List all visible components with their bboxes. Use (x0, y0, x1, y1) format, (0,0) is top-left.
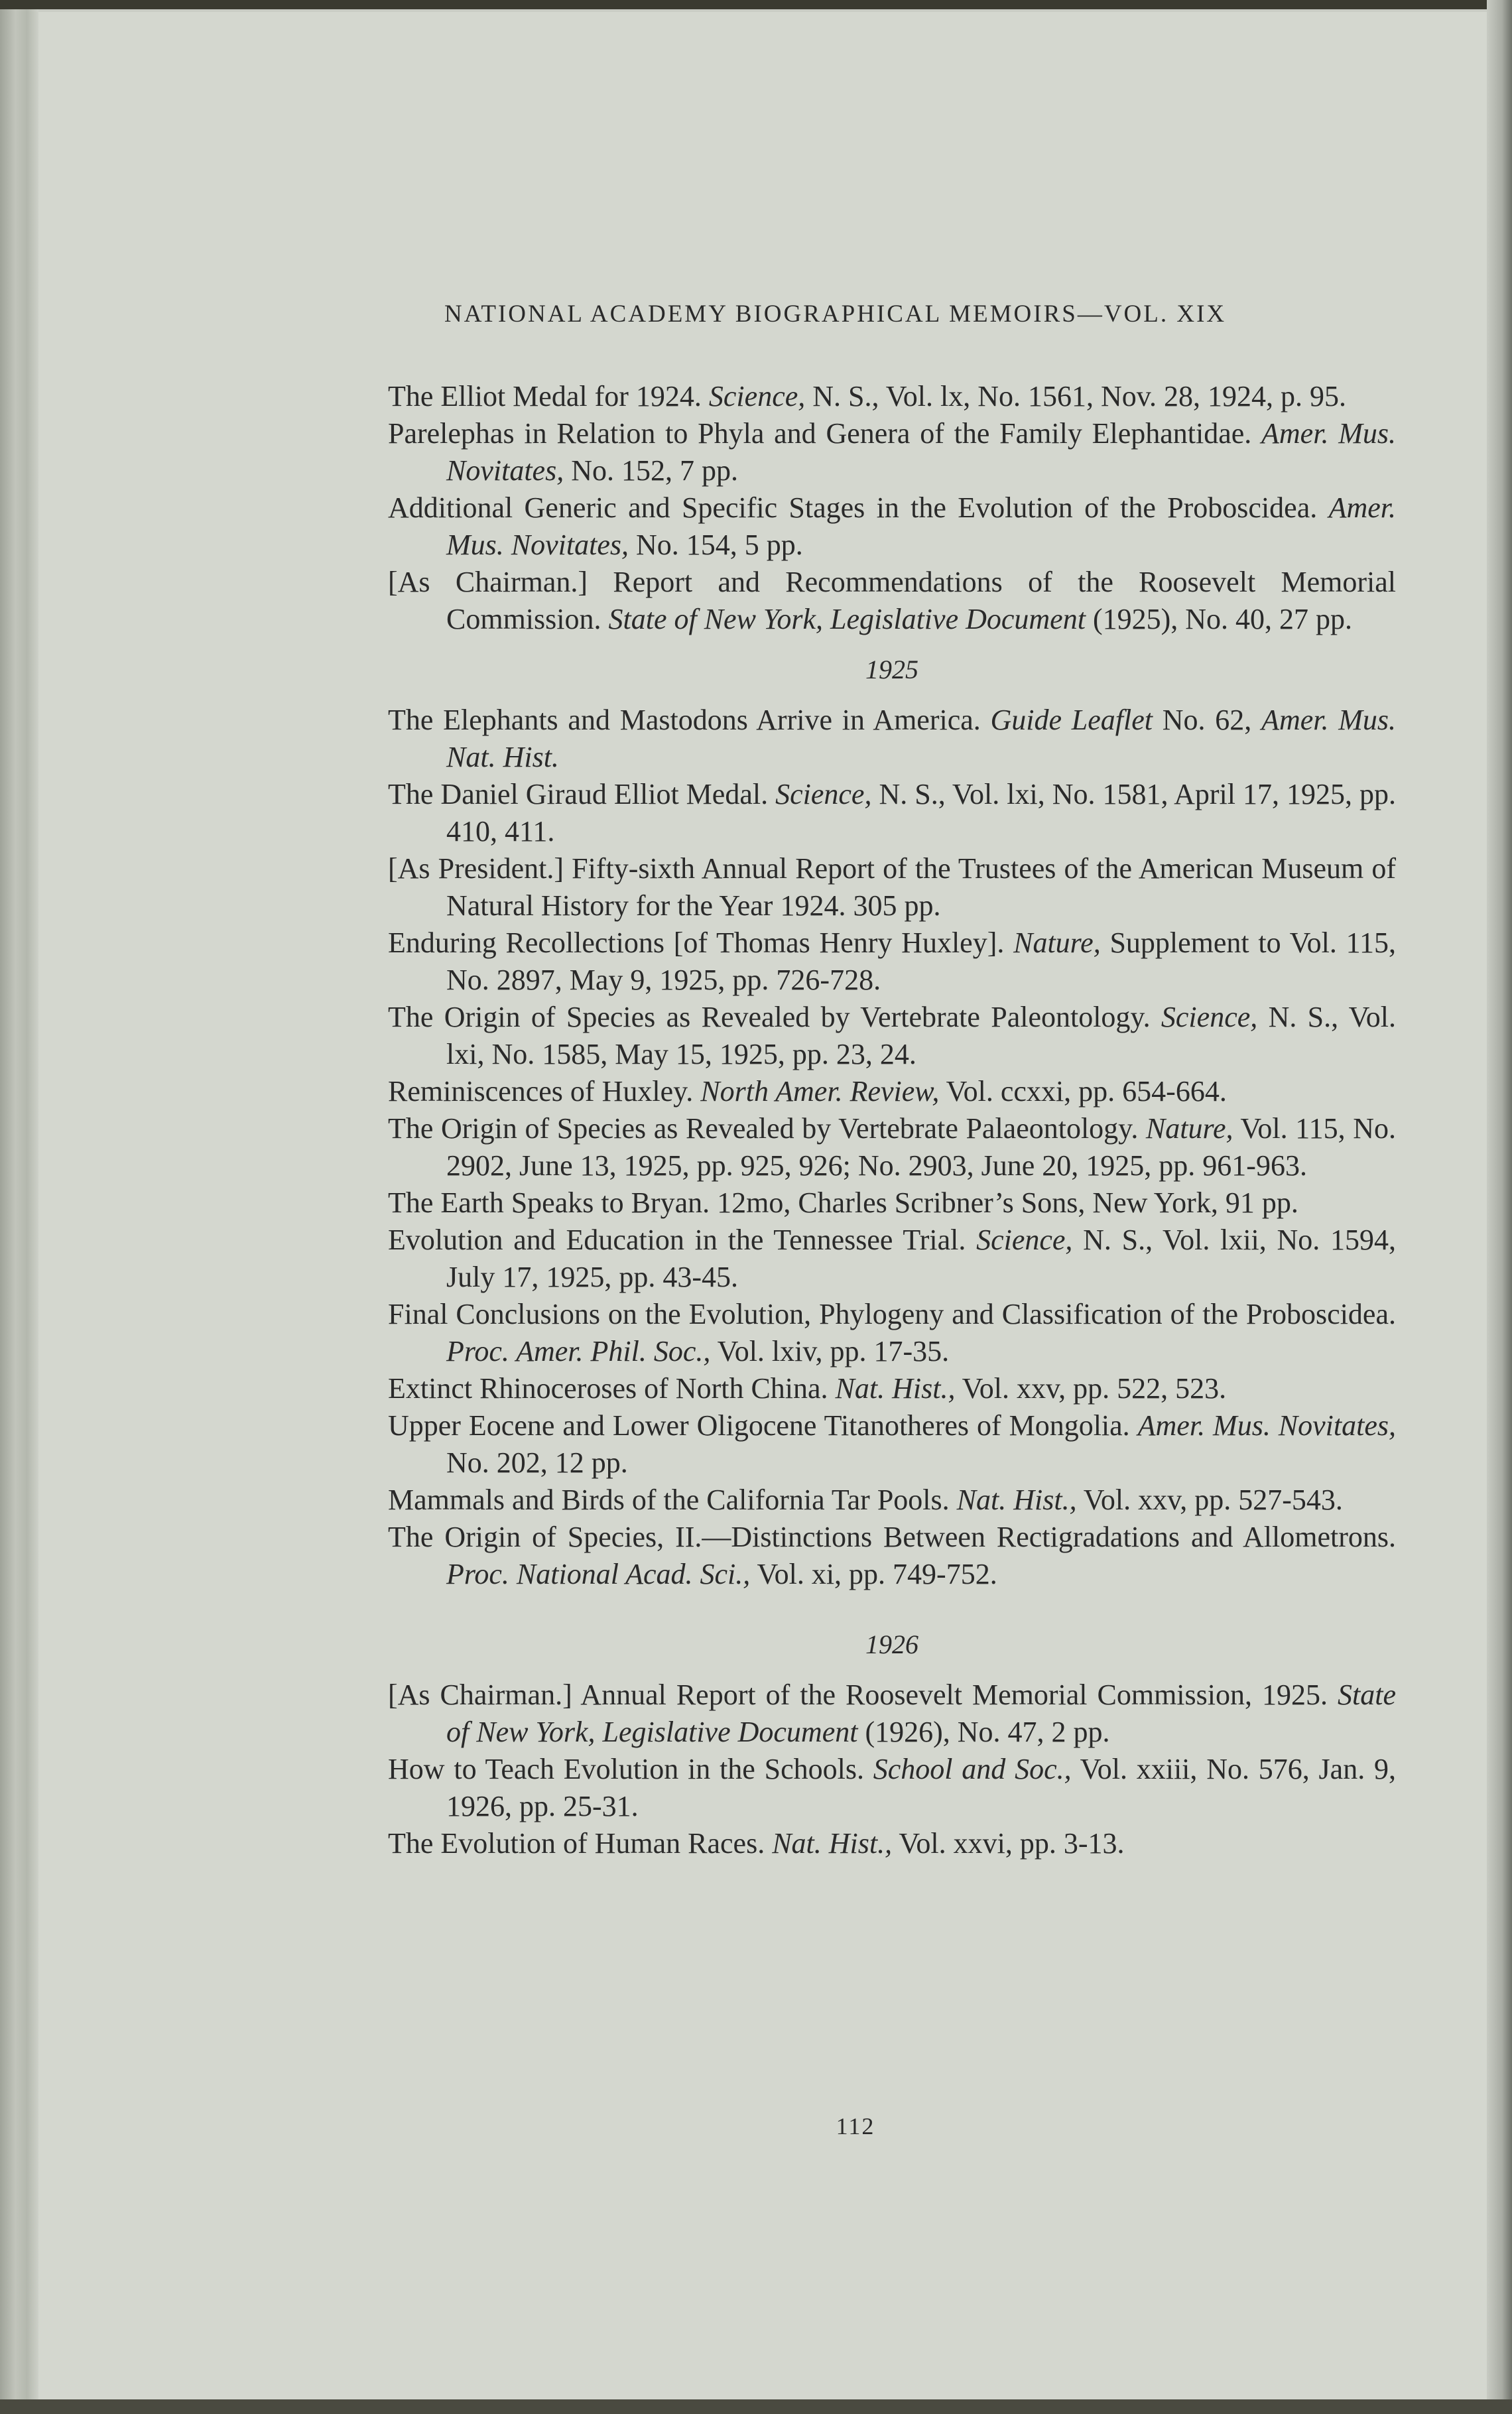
entries-1926 (388, 1677, 1396, 1862)
bib-entry: The Evolution of Human Races. Nat. Hist., Vol. xxvi, pp. 3-13. (388, 1827, 1125, 1860)
bib-entry: Mammals and Birds of the California Tar Pools. Nat. Hist., Vol. xxv, pp. 527-543. (388, 1484, 1343, 1516)
bib-entry: How to Teach Evolution in the Schools. School and Soc., Vol. xxiii, No. 576, Jan. 9, 1926, pp. 25-31. (388, 1753, 1396, 1822)
bib-entry: Additional Generic and Specific Stages in the Evolution of the Proboscidea. Amer. Mus. Novitates, No. 154, 5 pp. (388, 491, 1396, 561)
bib-entry: The Elephants and Mastodons Arrive in America. Guide Leaflet No. 62, Amer. Mus. Nat. Hist. (388, 704, 1397, 773)
bibliography (388, 378, 1396, 1862)
bib-entry: Upper Eocene and Lower Oligocene Titanotheres of Mongolia. Amer. Mus. Novitates, No. 202, 12 pp. (388, 1409, 1396, 1479)
year-heading-1925: 1925 (865, 655, 918, 684)
bib-entry: The Elliot Medal for 1924. Science, N. S., Vol. lx, No. 1561, Nov. 28, 1924, p. 95. (388, 380, 1346, 413)
bib-entry: Final Conclusions on the Evolution, Phylogeny and Classification of the Proboscidea. Proc. Amer. Phil. Soc., Vol. lxiv, pp. 17-35. (388, 1298, 1396, 1367)
entries-1924 (388, 378, 1396, 638)
bib-entry: The Origin of Species as Revealed by Vertebrate Palaeontology. Nature, Vol. 115, No. 2902, June 13, 1925, pp. 925, 926; No. 2903, June 20, 1925, pp. 961-963. (388, 1112, 1396, 1182)
entries-1925 (388, 702, 1396, 1593)
bib-entry: Enduring Recollections [of Thomas Henry Huxley]. Nature, Supplement to Vol. 115, No. 2897, May 9, 1925, pp. 726-728. (388, 926, 1396, 996)
year-heading-1926: 1926 (865, 1629, 918, 1659)
running-head: NATIONAL ACADEMY BIOGRAPHICAL MEMOIRS—VOL. XIX (444, 300, 1227, 328)
bib-entry: [As Chairman.] Annual Report of the Roosevelt Memorial Commission, 1925. State of New York, Legislative Document (1926), No. 47, 2 pp. (388, 1679, 1396, 1748)
bib-entry: Evolution and Education in the Tennessee Trial. Science, N. S., Vol. lxii, No. 1594, July 17, 1925, pp. 43-45. (388, 1224, 1397, 1293)
bottom-edge (0, 2399, 1512, 2414)
bib-entry: The Origin of Species as Revealed by Vertebrate Paleontology. Science, N. S., Vol. lxi, No. 1585, May 15, 1925, pp. 23, 24. (388, 1001, 1396, 1070)
bib-entry: [As President.] Fifty-sixth Annual Report of the Trustees of the American Museum of Natural History for the Year 1924. 305 pp. (388, 852, 1396, 922)
bib-entry: Parelephas in Relation to Phyla and Genera of the Family Elephantidae. Amer. Mus. Novitates, No. 152, 7 pp. (388, 417, 1396, 487)
bib-entry: Reminiscences of Huxley. North Amer. Review, Vol. ccxxi, pp. 654-664. (388, 1075, 1227, 1108)
right-page-edge (1487, 0, 1512, 2414)
bib-entry: The Earth Speaks to Bryan. 12mo, Charles Scribner’s Sons, New York, 91 pp. (388, 1186, 1298, 1219)
bib-entry: Extinct Rhinoceroses of North China. Nat. Hist., Vol. xxv, pp. 522, 523. (388, 1372, 1227, 1405)
bib-entry: The Origin of Species, II.—Distinctions Between Rectigradations and Allometrons. Proc. National Acad. Sci., Vol. xi, pp. 749-752. (388, 1521, 1396, 1590)
page-number: 112 (836, 2113, 875, 2139)
bib-entry: [As Chairman.] Report and Recommendations of the Roosevelt Memorial Commission. State of New York, Legislative Document (1925), No. 40, 27 pp. (388, 566, 1396, 635)
book-spine-edge (0, 0, 38, 2414)
top-edge (0, 0, 1512, 9)
bib-entry: The Daniel Giraud Elliot Medal. Science, N. S., Vol. lxi, No. 1581, April 17, 1925, pp. 410, 411. (388, 778, 1396, 848)
